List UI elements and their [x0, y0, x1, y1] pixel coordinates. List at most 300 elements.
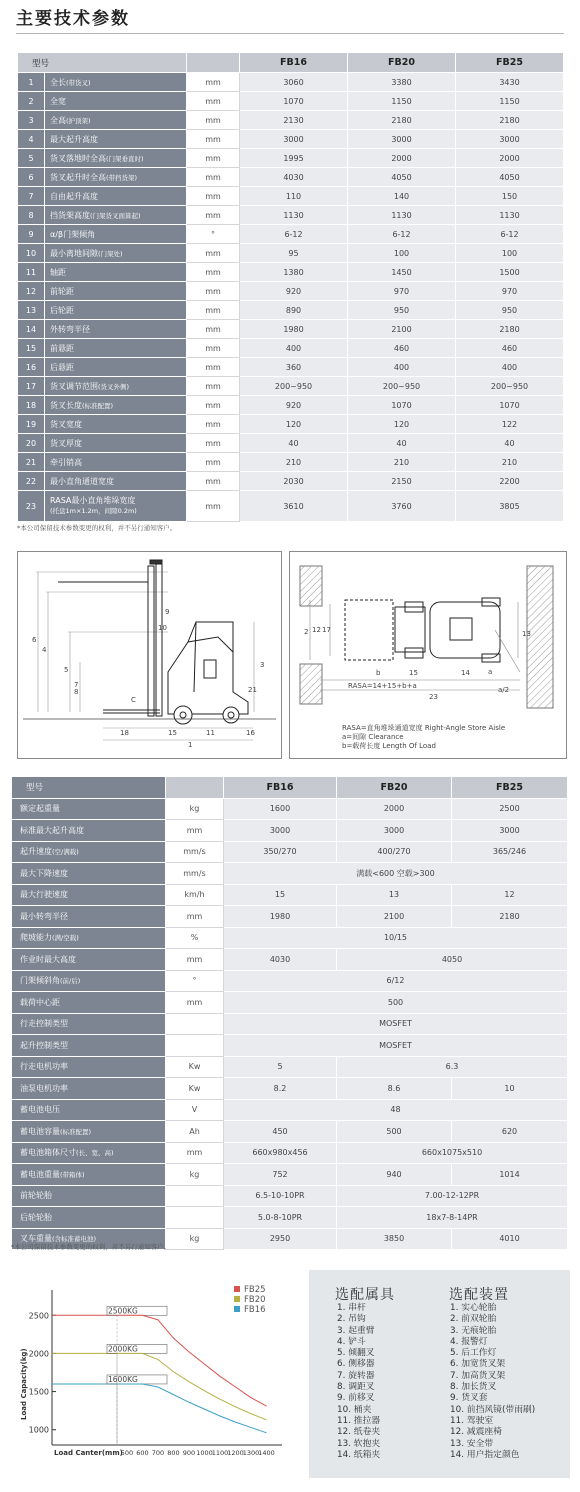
param-sub-label: (托盘1m×1.2m，间隙0.2m) [50, 507, 137, 515]
row-number: 12 [18, 282, 45, 301]
dimension-label: 3 [260, 661, 265, 669]
list-item: 4. 报警灯 [450, 1336, 488, 1347]
header-model-fb20: FB20 [337, 777, 452, 799]
value-cell: 920 [240, 396, 348, 415]
table-row [18, 73, 564, 92]
table-row [18, 92, 564, 111]
value-cell: 1150 [456, 92, 564, 111]
y-tick-label: 1000 [28, 1425, 49, 1435]
value-cell: 920 [240, 282, 348, 301]
x-tick-label: 700 [151, 1449, 165, 1457]
param-label: 后轮轮胎 [20, 1212, 52, 1222]
row-number: 13 [18, 301, 45, 320]
dimension-label: 18 [120, 729, 129, 737]
value-cell: 3430 [456, 73, 564, 92]
table-row [12, 841, 568, 863]
value-cell: 200~950 [456, 377, 564, 396]
param-sub-label: (门架货叉面算起) [90, 211, 141, 220]
param-name [12, 992, 166, 1014]
y-tick-label: 2500 [28, 1311, 49, 1321]
header-unit-cell [166, 777, 224, 799]
caption-line-rasa: RASA=直角堆垛通道宽度 Right-Angle Store Aisle [342, 724, 506, 732]
accessories-title: 选配属具 [335, 1287, 395, 1303]
param-name [45, 339, 187, 358]
param-sub-label: (门架垂直时) [106, 154, 144, 163]
value-cell: 150 [456, 187, 564, 206]
value-cell: 752 [224, 1164, 337, 1186]
top-view-caption [342, 724, 505, 751]
dimension-label: 21 [248, 686, 257, 694]
unit-cell: ° [166, 970, 224, 992]
param-name [45, 377, 187, 396]
list-item: 7. 加高货叉架 [450, 1370, 506, 1381]
param-sub-label: (含标准蓄电池) [52, 1235, 97, 1244]
page-title: 主要技术参数 [16, 9, 130, 29]
param-label: 蓄电池箱体尺寸 [20, 1148, 76, 1158]
load-capacity-chart [12, 1270, 298, 1478]
list-item: 5. 倾翻叉 [337, 1348, 375, 1359]
value-cell-merged: 48 [224, 1099, 568, 1121]
capacity-label: 2000KG [108, 1344, 138, 1354]
list-item: 2. 吊钩 [337, 1314, 366, 1325]
value-cell: 350/270 [224, 841, 337, 863]
value-cell-merged: 满载<600 空载>300 [224, 863, 568, 885]
unit-cell: mm [187, 415, 240, 434]
row-number: 17 [18, 377, 45, 396]
row-number: 15 [18, 339, 45, 358]
dimension-label: 17 [322, 626, 331, 634]
param-sub-label: (护顶架) [66, 116, 91, 125]
unit-cell: mm [187, 244, 240, 263]
value-cell: 3805 [456, 491, 564, 522]
param-label: 最小离地间隙 [50, 248, 98, 258]
table-row [18, 263, 564, 282]
header-model-label: 型号 [18, 53, 187, 73]
list-item: 6. 侧移器 [337, 1359, 375, 1370]
dimension-label: 5 [64, 666, 69, 674]
unit-cell: kg [166, 1164, 224, 1186]
value-cell: 3760 [348, 491, 456, 522]
unit-cell: mm/s [166, 841, 224, 863]
param-name [45, 434, 187, 453]
param-label: 货叉厚度 [50, 438, 82, 448]
param-name [45, 149, 187, 168]
table-header-row [12, 777, 568, 799]
param-label: 前悬距 [50, 343, 74, 353]
header-model-fb25: FB25 [456, 53, 564, 73]
row-number: 1 [18, 73, 45, 92]
value-cell: 120 [348, 415, 456, 434]
x-tick-label: 1300 [242, 1449, 260, 1457]
dimension-label: 11 [206, 729, 215, 737]
unit-cell [166, 1013, 224, 1035]
dimensions-table [17, 52, 564, 522]
x-tick-label: 1200 [227, 1449, 244, 1457]
table-row [18, 206, 564, 225]
unit-cell: kg [166, 798, 224, 820]
param-sub-label: (满/空载) [52, 934, 79, 943]
list-item: 9. 货叉套 [450, 1393, 488, 1404]
value-cell: 3000 [452, 820, 568, 842]
value-cell: 110 [240, 187, 348, 206]
value-cell: 4050 [456, 168, 564, 187]
value-cell: 940 [337, 1164, 452, 1186]
list-item: 12. 减震座椅 [450, 1427, 502, 1438]
value-cell: 400 [348, 358, 456, 377]
param-name [12, 1207, 166, 1229]
param-label: 最大起升高度 [50, 134, 98, 144]
param-name [45, 396, 187, 415]
value-cell: 8.2 [224, 1078, 337, 1100]
value-cell: 3000 [337, 820, 452, 842]
param-sub-label: (带箱体) [60, 1170, 85, 1179]
table-row [18, 168, 564, 187]
unit-cell: mm [187, 377, 240, 396]
param-sub-label: (带挡货架) [106, 173, 138, 182]
value-cell: 6.5-10-10PR [224, 1185, 337, 1207]
dimension-label: 7 [74, 681, 79, 689]
x-tick-label: 1400 [258, 1449, 275, 1457]
value-cell: 890 [240, 301, 348, 320]
legend-label: FB25 [244, 1285, 266, 1295]
value-cell: 1500 [456, 263, 564, 282]
param-label: 外转弯半径 [50, 324, 90, 334]
value-cell: 400 [240, 339, 348, 358]
top-view-diagram [289, 551, 567, 759]
table-row [18, 453, 564, 472]
capacity-label: 2500KG [108, 1306, 138, 1316]
param-name [45, 320, 187, 339]
param-sub-label: (标准配置) [60, 1127, 92, 1136]
series-line-fb16 [117, 1384, 267, 1433]
param-label: 爬坡能力 [20, 933, 52, 943]
dimension-label: 9 [165, 608, 170, 616]
row-number: 10 [18, 244, 45, 263]
list-item: 3. 起重臂 [337, 1325, 375, 1336]
dimension-label: 15 [409, 669, 418, 677]
header-model-fb16: FB16 [240, 53, 348, 73]
table-row [18, 301, 564, 320]
row-number: 7 [18, 187, 45, 206]
table-row [18, 396, 564, 415]
table-row [18, 149, 564, 168]
param-label: 全高 [50, 115, 66, 125]
param-label: RASA最小直角堆垛宽度 [50, 496, 136, 505]
value-cell: 2000 [456, 149, 564, 168]
table-row [12, 992, 568, 1014]
list-item: 7. 旋转器 [337, 1370, 375, 1381]
param-name [45, 491, 187, 522]
unit-cell: mm [166, 992, 224, 1014]
row-number: 3 [18, 111, 45, 130]
param-label: 蓄电池重量 [20, 1169, 60, 1179]
value-cell: 1070 [456, 396, 564, 415]
header-model-fb16: FB16 [224, 777, 337, 799]
value-cell: 1995 [240, 149, 348, 168]
row-number: 18 [18, 396, 45, 415]
table-row [18, 434, 564, 453]
param-sub-label: (长、宽、高) [76, 1149, 114, 1158]
unit-cell [166, 1207, 224, 1229]
table-header-row [18, 53, 564, 73]
row-number: 19 [18, 415, 45, 434]
value-cell: 2500 [452, 798, 568, 820]
unit-cell: mm [187, 301, 240, 320]
y-axis-label: Load Capacity(kg) [20, 1348, 28, 1420]
param-name [12, 1185, 166, 1207]
unit-cell: Kw [166, 1056, 224, 1078]
value-cell: 210 [456, 453, 564, 472]
param-name [12, 1056, 166, 1078]
param-name [12, 884, 166, 906]
x-tick-label: 1000 [196, 1449, 213, 1457]
value-cell: 970 [348, 282, 456, 301]
value-cell: 2030 [240, 472, 348, 491]
table-row [12, 1056, 568, 1078]
list-item: 4. 铲斗 [337, 1336, 366, 1347]
param-name [12, 970, 166, 992]
param-name [45, 225, 187, 244]
value-cell: 4030 [224, 949, 337, 971]
param-sub-label: (带货叉) [66, 78, 91, 87]
caption-line-clearance: a=间隙 Clearance [342, 733, 404, 741]
param-label: 起升速度 [20, 847, 52, 857]
param-label: 标准最大起升高度 [20, 825, 84, 835]
param-label: 起升控制类型 [20, 1040, 68, 1050]
value-cell: 400 [456, 358, 564, 377]
list-item: 6. 加宽货叉架 [450, 1359, 506, 1370]
unit-cell: V [166, 1099, 224, 1121]
value-cell: 400/270 [337, 841, 452, 863]
param-label: α/β门架倾角 [50, 229, 96, 239]
dimension-label: 12 [312, 626, 321, 634]
x-tick-label: 600 [136, 1449, 149, 1457]
param-label: 货叉起升时全高 [50, 172, 106, 182]
param-name [12, 1078, 166, 1100]
param-name [45, 111, 187, 130]
value-cell: 1980 [240, 320, 348, 339]
value-cell: 2100 [337, 906, 452, 928]
value-cell: 1600 [224, 798, 337, 820]
value-cell: 2180 [456, 111, 564, 130]
dimension-label: 4 [42, 646, 47, 654]
value-cell: 365/246 [452, 841, 568, 863]
param-label: 自由起升高度 [50, 191, 98, 201]
table-row [18, 415, 564, 434]
param-name [45, 73, 187, 92]
unit-cell: mm [187, 73, 240, 92]
param-label: 行走电机功率 [20, 1062, 68, 1072]
rasa-formula: RASA=14+15+b+a [348, 682, 417, 690]
value-cell: 1150 [348, 92, 456, 111]
param-label: 货叉落地时全高 [50, 153, 106, 163]
dimension-label: b [376, 669, 381, 677]
header-model-label: 型号 [12, 777, 166, 799]
table-row [12, 949, 568, 971]
table-row [18, 225, 564, 244]
param-label: 最小直角通道宽度 [50, 476, 114, 486]
unit-cell: % [166, 927, 224, 949]
table-row [18, 282, 564, 301]
value-cell: 950 [348, 301, 456, 320]
param-name [45, 168, 187, 187]
value-cell: 120 [240, 415, 348, 434]
param-name [45, 301, 187, 320]
value-cell: 950 [456, 301, 564, 320]
value-cell-merged: 10/15 [224, 927, 568, 949]
param-name [45, 130, 187, 149]
param-name [12, 841, 166, 863]
value-cell: 460 [456, 339, 564, 358]
title-divider [16, 33, 564, 34]
param-label: 货叉调节范围 [50, 381, 98, 391]
param-name [12, 1013, 166, 1035]
value-cell: 460 [348, 339, 456, 358]
row-number: 2 [18, 92, 45, 111]
table-row [18, 358, 564, 377]
value-cell: 2000 [348, 149, 456, 168]
unit-cell [166, 1185, 224, 1207]
param-name [45, 187, 187, 206]
table-row [12, 863, 568, 885]
value-cell: 6-12 [240, 225, 348, 244]
table-row [18, 339, 564, 358]
dimension-label: 1 [188, 741, 193, 749]
list-item: 14. 用户指定颜色 [450, 1449, 520, 1460]
param-label: 油泵电机功率 [20, 1083, 68, 1093]
list-item: 13. 软抱夹 [337, 1438, 381, 1449]
unit-cell: mm [166, 949, 224, 971]
param-label: 全长 [50, 77, 66, 87]
performance-table [11, 776, 568, 1250]
value-cell: 2200 [456, 472, 564, 491]
value-cell: 5 [224, 1056, 337, 1078]
unit-cell: mm [187, 111, 240, 130]
param-label: 叉车重量 [20, 1234, 52, 1244]
x-tick-label: 1100 [211, 1449, 229, 1457]
value-cell: 210 [240, 453, 348, 472]
param-name [12, 949, 166, 971]
load-capacity-chart-svg [12, 1270, 298, 1478]
value-cell: 3000 [224, 820, 337, 842]
value-cell: 1380 [240, 263, 348, 282]
forklift-side-view-drawing [18, 552, 281, 758]
y-tick-label: 1500 [28, 1387, 49, 1397]
value-cell: 3850 [337, 1228, 452, 1250]
value-cell: 660x980x456 [224, 1142, 337, 1164]
param-label: 后轮距 [50, 305, 74, 315]
param-sub-label: (门架处) [98, 249, 123, 258]
unit-cell: ° [187, 225, 240, 244]
param-name [45, 206, 187, 225]
value-cell: 4050 [348, 168, 456, 187]
value-cell: 12 [452, 884, 568, 906]
value-cell: 4010 [452, 1228, 568, 1250]
table-row [12, 798, 568, 820]
unit-cell [166, 1035, 224, 1057]
list-item: 12. 纸卷夹 [337, 1427, 381, 1438]
dimension-label: 16 [246, 729, 255, 737]
value-cell-merged: 6.3 [337, 1056, 568, 1078]
value-cell-merged: 6/12 [224, 970, 568, 992]
param-label: 载荷中心距 [20, 997, 60, 1007]
value-cell: 200~950 [240, 377, 348, 396]
value-cell: 620 [452, 1121, 568, 1143]
param-label: 最大下降速度 [20, 868, 68, 878]
caption-line-load-length: b=载荷长度 Length Of Load [342, 742, 436, 750]
param-name [12, 863, 166, 885]
param-label: 前轮距 [50, 286, 74, 296]
param-name [12, 1164, 166, 1186]
value-cell: 1070 [240, 92, 348, 111]
legend-swatch [234, 1286, 240, 1292]
param-name [45, 453, 187, 472]
unit-cell: Kw [166, 1078, 224, 1100]
unit-cell: km/h [166, 884, 224, 906]
table-row [12, 927, 568, 949]
value-cell: 2950 [224, 1228, 337, 1250]
value-cell: 8.6 [337, 1078, 452, 1100]
param-label: 后悬距 [50, 362, 74, 372]
value-cell: 2000 [337, 798, 452, 820]
value-cell: 3000 [456, 130, 564, 149]
row-number: 8 [18, 206, 45, 225]
param-sub-label: (空/满载) [52, 848, 79, 857]
param-label: 最小转弯半径 [20, 911, 68, 921]
param-label: 货叉长度 [50, 400, 82, 410]
value-cell: 2100 [348, 320, 456, 339]
param-label: 作业时最大高度 [20, 954, 76, 964]
y-tick-label: 2000 [28, 1349, 49, 1359]
param-label: 前轮轮胎 [20, 1191, 52, 1201]
param-label: 最大行驶速度 [20, 890, 68, 900]
param-label: 货叉宽度 [50, 419, 82, 429]
unit-cell: mm [187, 472, 240, 491]
row-number: 5 [18, 149, 45, 168]
value-cell: 1980 [224, 906, 337, 928]
disclaimer-note: *本公司保留技术参数变更的权利，并不另行通知客户。 [17, 524, 177, 532]
param-name [45, 358, 187, 377]
unit-cell: mm [166, 906, 224, 928]
value-cell: 500 [337, 1121, 452, 1143]
row-number: 23 [18, 491, 45, 522]
side-view-diagram [17, 551, 282, 759]
param-name [12, 906, 166, 928]
table-row [18, 472, 564, 491]
param-name [12, 1035, 166, 1057]
value-cell: 3000 [348, 130, 456, 149]
list-item: 5. 后工作灯 [450, 1348, 497, 1359]
dimension-label: 15 [168, 729, 177, 737]
x-tick-label: 900 [182, 1449, 196, 1457]
value-cell: 2180 [452, 906, 568, 928]
value-cell: 5.0-8-10PR [224, 1207, 337, 1229]
header-model-fb20: FB20 [348, 53, 456, 73]
table-row [12, 1078, 568, 1100]
row-number: 21 [18, 453, 45, 472]
param-label: 蓄电池电压 [20, 1105, 60, 1115]
list-item: 11. 推拉器 [337, 1415, 381, 1426]
value-cell: 2180 [456, 320, 564, 339]
value-cell: 140 [348, 187, 456, 206]
value-cell: 2130 [240, 111, 348, 130]
dimension-label: 14 [461, 669, 470, 677]
table-row [12, 1013, 568, 1035]
row-number: 11 [18, 263, 45, 282]
x-tick-label: 800 [167, 1449, 180, 1457]
unit-cell: mm/s [166, 863, 224, 885]
value-cell: 360 [240, 358, 348, 377]
